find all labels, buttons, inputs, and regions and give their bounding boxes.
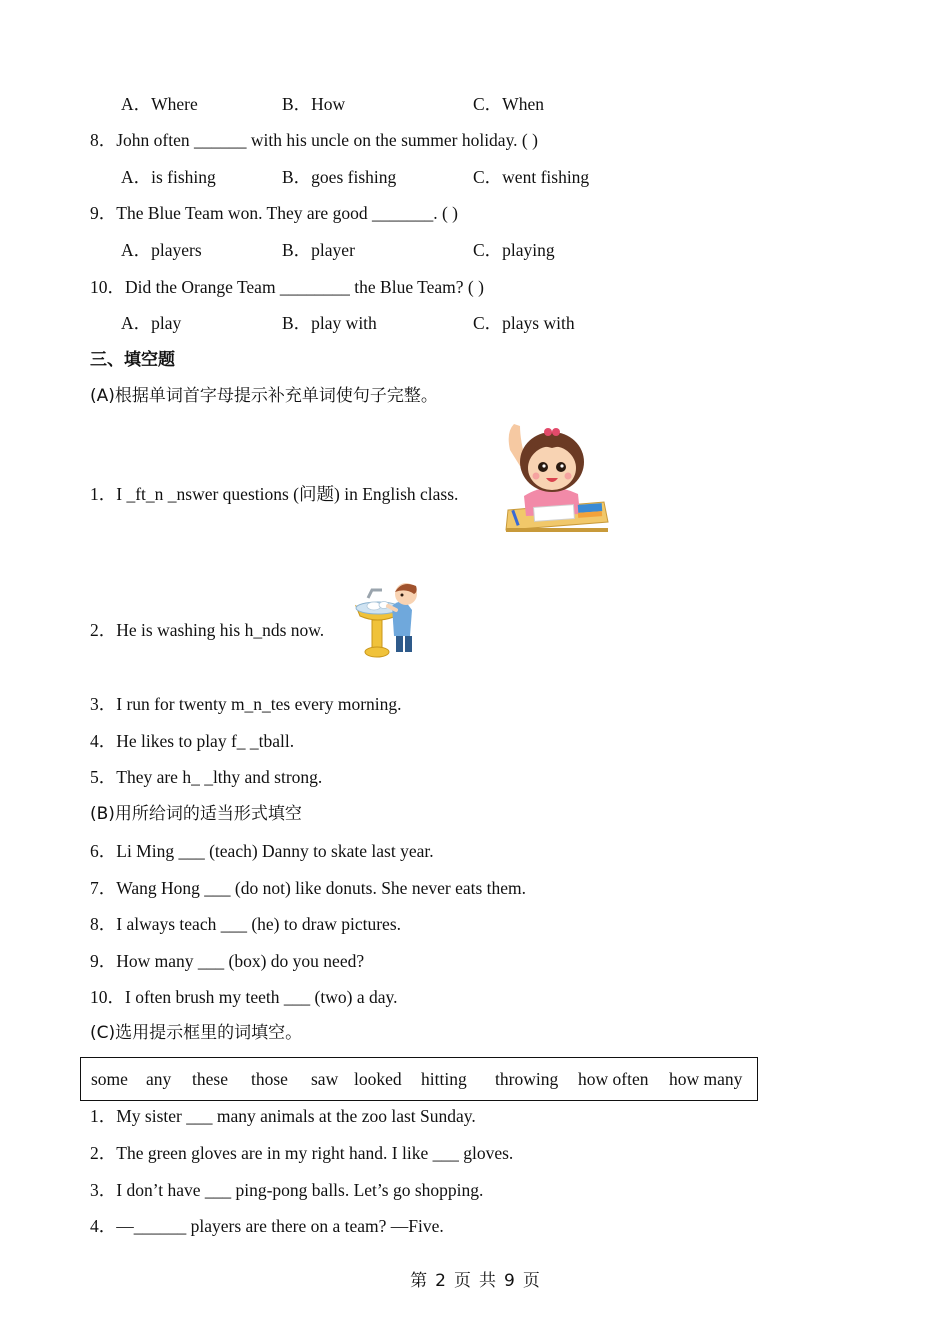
word-bank-word: how many: [669, 1069, 743, 1089]
part-b-item-9: 9．How many ___ (box) do you need?: [90, 951, 365, 971]
footer-text: 共: [479, 1271, 496, 1291]
part-a-item-1: 1．I _ft_n _nswer questions (问题) in English class.: [90, 484, 459, 504]
word-bank-word: those: [251, 1069, 288, 1089]
part-c-item-3: 3．I don’t have ___ ping-pong balls. Let’s go shopping.: [90, 1180, 484, 1200]
part-b-item-8: 8．I always teach ___ (he) to draw pictures.: [90, 914, 402, 934]
word-bank-word: saw: [311, 1069, 339, 1089]
word-bank-word: hitting: [421, 1069, 467, 1089]
total-page-count: 9: [504, 1271, 515, 1291]
current-page-number: 2: [435, 1271, 446, 1291]
q10-stem: 10．Did the Orange Team ________ the Blue Team? ( ): [90, 277, 484, 297]
q8-option-c: C．went fishing: [473, 167, 590, 187]
section-title: 三、填空题: [90, 350, 175, 370]
girl-raising-hand-image: [504, 422, 610, 534]
q8-stem: 8．John often ______ with his uncle on the summer holiday. ( ): [90, 130, 538, 150]
footer-text: 页: [454, 1271, 471, 1291]
part-b-item-10: 10．I often brush my teeth ___ (two) a day.: [90, 987, 398, 1007]
footer-text: 第: [410, 1271, 428, 1291]
part-a-item-3: 3．I run for twenty m_n_tes every morning.: [90, 694, 402, 714]
q9-option-b: B．player: [282, 240, 355, 260]
part-a-item-4: 4．He likes to play f_ _tball.: [90, 731, 295, 751]
part-c-item-4: 4．—______ players are there on a team? —Five.: [90, 1216, 444, 1236]
q10-option-c: C．plays with: [473, 313, 575, 333]
q10-option-b: B．play with: [282, 313, 377, 333]
part-a-item-2: 2．He is washing his h_nds now.: [90, 620, 325, 640]
q9-stem: 9．The Blue Team won. They are good _______. ( ): [90, 203, 458, 223]
word-bank-word: some: [91, 1069, 128, 1089]
part-c-item-1: 1．My sister ___ many animals at the zoo last Sunday.: [90, 1106, 476, 1126]
q7-option-c: C．When: [473, 94, 544, 114]
footer-text: 页: [522, 1271, 540, 1291]
part-a-instruction: (A)根据单词首字母提示补充单词使句子完整。: [90, 386, 438, 406]
boy-washing-hands-image: [352, 580, 428, 660]
q9-option-c: C．playing: [473, 240, 555, 260]
part-c-instruction: (C)选用提示框里的词填空。: [90, 1023, 303, 1043]
word-bank-word: these: [192, 1069, 228, 1089]
part-b-instruction: (B)用所给词的适当形式填空: [90, 804, 302, 824]
part-b-item-6: 6．Li Ming ___ (teach) Danny to skate last year.: [90, 841, 434, 861]
q8-option-b: B．goes fishing: [282, 167, 397, 187]
q9-option-a: A．players: [121, 240, 202, 260]
page-footer: [0, 1266, 950, 1291]
word-bank-word: throwing: [495, 1069, 559, 1089]
word-bank-box: [80, 1057, 758, 1101]
word-bank-word: how often: [578, 1069, 649, 1089]
part-b-item-7: 7．Wang Hong ___ (do not) like donuts. She never eats them.: [90, 878, 527, 898]
q8-option-a: A．is fishing: [121, 167, 216, 187]
word-bank-word: any: [146, 1069, 172, 1089]
word-bank-word: looked: [354, 1069, 402, 1089]
part-a-item-5: 5．They are h_ _lthy and strong.: [90, 767, 323, 787]
q10-option-a: A．play: [121, 313, 182, 333]
q7-option-a: A．Where: [121, 94, 198, 114]
q7-option-b: B．How: [282, 94, 346, 114]
part-c-item-2: 2．The green gloves are in my right hand. I like ___ gloves.: [90, 1143, 514, 1163]
